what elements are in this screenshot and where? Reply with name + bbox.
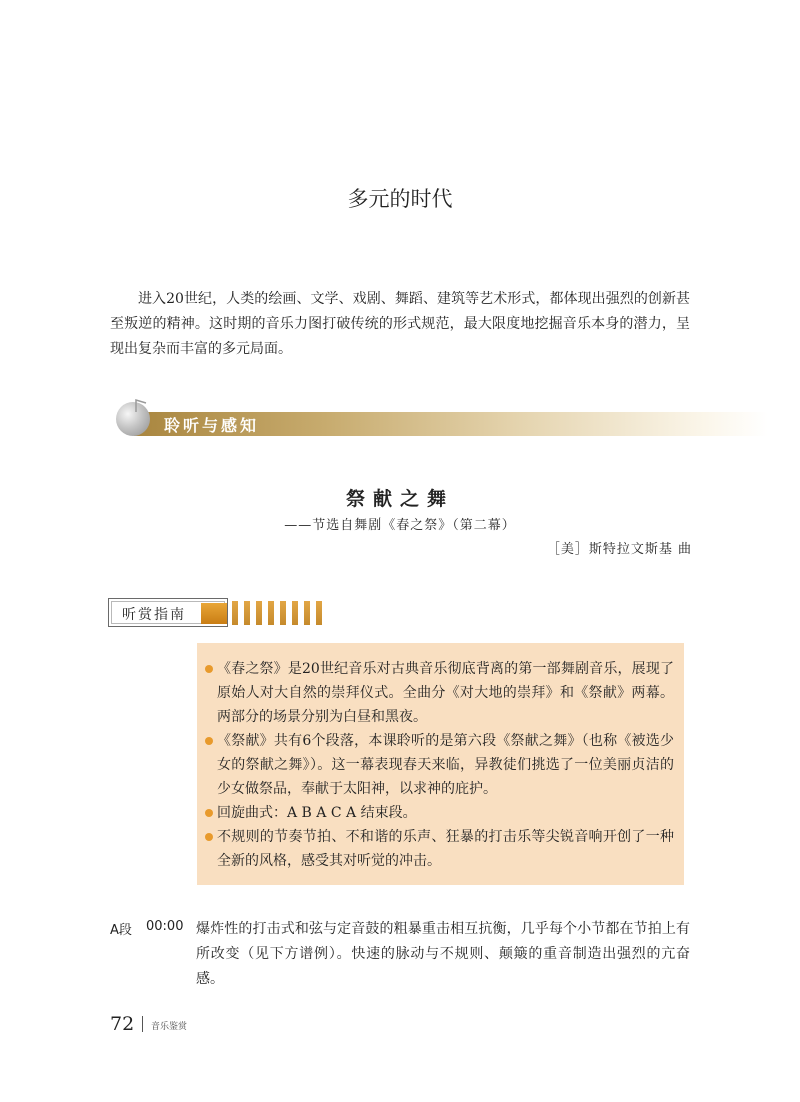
guide-item <box>205 825 674 873</box>
stripe <box>256 601 262 625</box>
book-title: 音乐鉴赏 <box>151 1022 188 1032</box>
stripe <box>280 601 286 625</box>
guide-tab-accent <box>201 603 227 624</box>
footer-divider <box>142 1016 143 1032</box>
composer-credit: ［美］斯特拉文斯基 曲 <box>546 542 692 557</box>
guide-item-text: 回旋曲式：A B A C A 结束段。 <box>217 805 417 821</box>
stripe <box>244 601 250 625</box>
section-label: 聆听与感知 <box>164 416 260 435</box>
intro-text: 进入20世纪，人类的绘画、文学、戏剧、舞蹈、建筑等艺术形式，都体现出强烈的创新甚至叛逆的精神。这时期的音乐力图打破传统的形式规范，最大限度地挖掘音乐本身的潜力，呈现出复杂而丰富的多元局面。 <box>110 291 690 357</box>
bullet-icon <box>205 737 213 745</box>
segment-description: 爆炸性的打击式和弦与定音鼓的粗暴重击相互抗衡，几乎每个小节都在节拍上有所改变（见下方谱例）。快速的脉动与不规则、颠簸的重音制造出强烈的亢奋感。 <box>196 921 690 987</box>
stripe <box>268 601 274 625</box>
music-note-icon <box>126 398 156 418</box>
listening-guide-box <box>197 643 684 885</box>
intro-paragraph <box>110 287 690 362</box>
bullet-icon <box>205 833 213 841</box>
guide-item <box>205 657 674 729</box>
guide-item-text: 不规则的节奏节拍、不和谐的乐声、狂暴的打击乐等尖锐音响开创了一种全新的风格，感受其对听觉的冲击。 <box>217 829 674 869</box>
guide-item <box>205 801 674 825</box>
segment-label: A段 <box>110 923 132 938</box>
work-subtitle: ——节选自舞剧《春之祭》（第二幕） <box>284 518 516 533</box>
segment-timestamp: 00:00 <box>146 919 184 934</box>
chapter-title: 多元的时代 <box>347 187 453 211</box>
stripe <box>304 601 310 625</box>
guide-item-text: 《祭献》共有6个段落，本课聆听的是第六段《祭献之舞》（也称《被选少女的祭献之舞》）。这一幕表现春天来临，异教徒们挑选了一位美丽贞洁的少女做祭品，奉献于太阳神，以求神的庇护。 <box>217 733 674 797</box>
stripe <box>232 601 238 625</box>
listening-guide-label: 听赏指南 <box>122 607 186 623</box>
section-banner <box>108 398 768 446</box>
work-title: 祭献之舞 <box>345 488 454 510</box>
page-number: 72 <box>110 1013 135 1035</box>
guide-item-text: 《春之祭》是20世纪音乐对古典音乐彻底背离的第一部舞剧音乐，展现了原始人对大自然的崇拜仪式。全曲分《对大地的崇拜》和《祭献》两幕。两部分的场景分别为白昼和黑夜。 <box>217 661 674 725</box>
guide-item <box>205 729 674 801</box>
bullet-icon <box>205 665 213 673</box>
listening-guide-header <box>108 598 328 628</box>
bullet-icon <box>205 809 213 817</box>
stripe <box>292 601 298 625</box>
stripe <box>316 601 322 625</box>
listening-guide-label-box <box>108 598 228 627</box>
